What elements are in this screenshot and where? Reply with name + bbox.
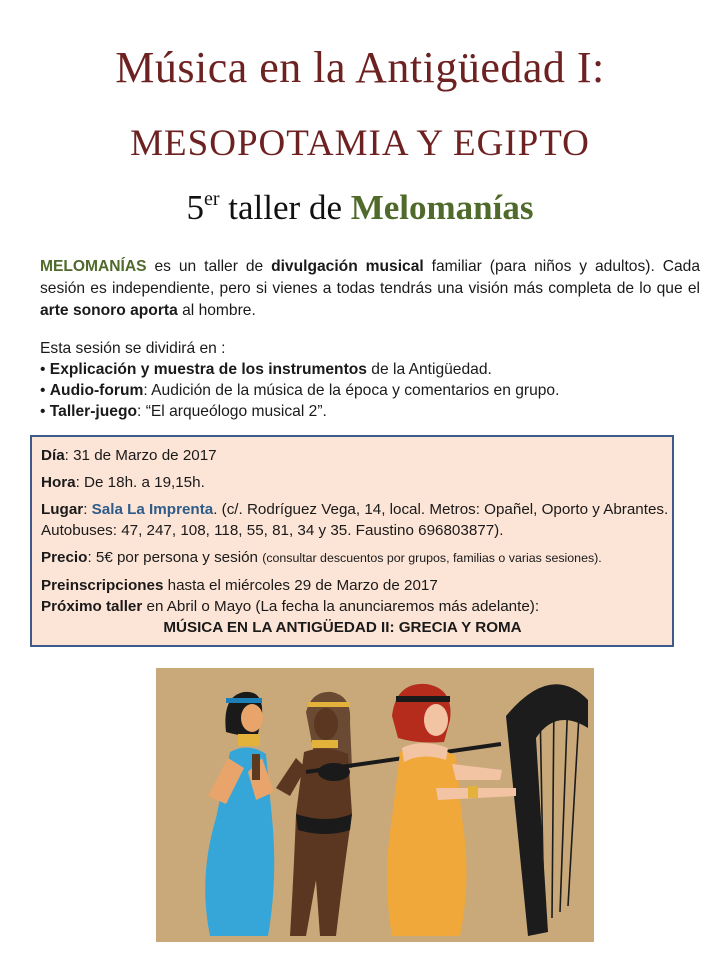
info-price xyxy=(41,547,672,569)
intro-brand: MELOMANÍAS xyxy=(40,258,147,275)
info-next-workshop xyxy=(41,596,672,617)
info-date xyxy=(41,445,672,466)
bullet: • xyxy=(40,382,50,399)
location-separator: : xyxy=(83,501,92,518)
session-item xyxy=(40,359,700,380)
price-value: : 5€ por persona y sesión xyxy=(87,549,263,566)
date-label: Día xyxy=(41,447,65,464)
session-item-title: Taller-juego xyxy=(49,403,138,420)
location-label: Lugar xyxy=(41,501,84,518)
intro-text-1: es un taller de xyxy=(146,258,272,275)
poster-subtitle: MESOPOTAMIA Y EGIPTO xyxy=(130,123,590,164)
session-item xyxy=(40,380,700,401)
price-label: Precio xyxy=(41,549,88,566)
next-workshop-title: MÚSICA EN LA ANTIGÜEDAD II: GRECIA Y ROMA xyxy=(163,619,522,636)
date-value: : 31 de Marzo de 2017 xyxy=(64,447,217,464)
info-time xyxy=(41,472,672,493)
bullet: • xyxy=(40,361,50,378)
intro-text-2: familiar (para niños y adultos). Cada sesión es independiente, pero si vienes a todas tendrás una visión más completa de lo que el xyxy=(40,258,700,297)
workshop-number-line xyxy=(0,188,720,228)
session-item-text: de la Antigüedad. xyxy=(366,361,492,378)
location-value: . (c/. Rodríguez Vega, 14, local. Metros: Opañel, Oporto y Abrantes. Autobuses: 47, 247, 108, 118, 55, 81, 34 y 35. Faustino 696803877). xyxy=(41,501,669,539)
session-section xyxy=(40,338,700,422)
price-note: (consultar descuentos por grupos, familias o varias sesiones). xyxy=(262,551,602,565)
intro-paragraph xyxy=(40,256,700,322)
workshop-number: 5 xyxy=(186,188,204,227)
poster-title: Música en la Antigüedad I: xyxy=(115,43,605,92)
intro-bold-2: arte sonoro aporta xyxy=(40,302,178,319)
bullet: • xyxy=(40,403,50,420)
time-label: Hora xyxy=(41,474,76,491)
registration-value: hasta el miércoles 29 de Marzo de 2017 xyxy=(163,577,438,594)
session-heading: Esta sesión se dividirá en : xyxy=(40,340,226,357)
time-value: : De 18h. a 19,15h. xyxy=(75,474,205,491)
intro-bold-1: divulgación musical xyxy=(271,258,424,275)
ordinal-suffix: er xyxy=(204,188,220,210)
session-item-text: : Audición de la música de la época y comentarios en grupo. xyxy=(143,382,560,399)
musicians-artwork xyxy=(156,668,594,942)
workshop-text: taller de xyxy=(219,188,351,227)
intro-text-3: al hombre. xyxy=(177,302,256,319)
event-info-box xyxy=(30,435,674,647)
session-item-text: : “El arqueólogo musical 2”. xyxy=(137,403,327,420)
info-location xyxy=(41,499,672,541)
registration-label: Preinscripciones xyxy=(41,577,164,594)
egyptian-musicians-illustration xyxy=(156,668,594,942)
session-item xyxy=(40,401,700,422)
next-workshop-label: Próximo taller xyxy=(41,598,143,615)
info-registration xyxy=(41,575,672,596)
session-item-title: Explicación y muestra de los instrumentos xyxy=(49,361,367,378)
next-workshop-value: en Abril o Mayo (La fecha la anunciaremos más adelante): xyxy=(142,598,540,615)
session-item-title: Audio-forum xyxy=(49,382,144,399)
brand-name: Melomanías xyxy=(350,188,534,227)
venue-name: Sala La Imprenta xyxy=(91,501,214,518)
